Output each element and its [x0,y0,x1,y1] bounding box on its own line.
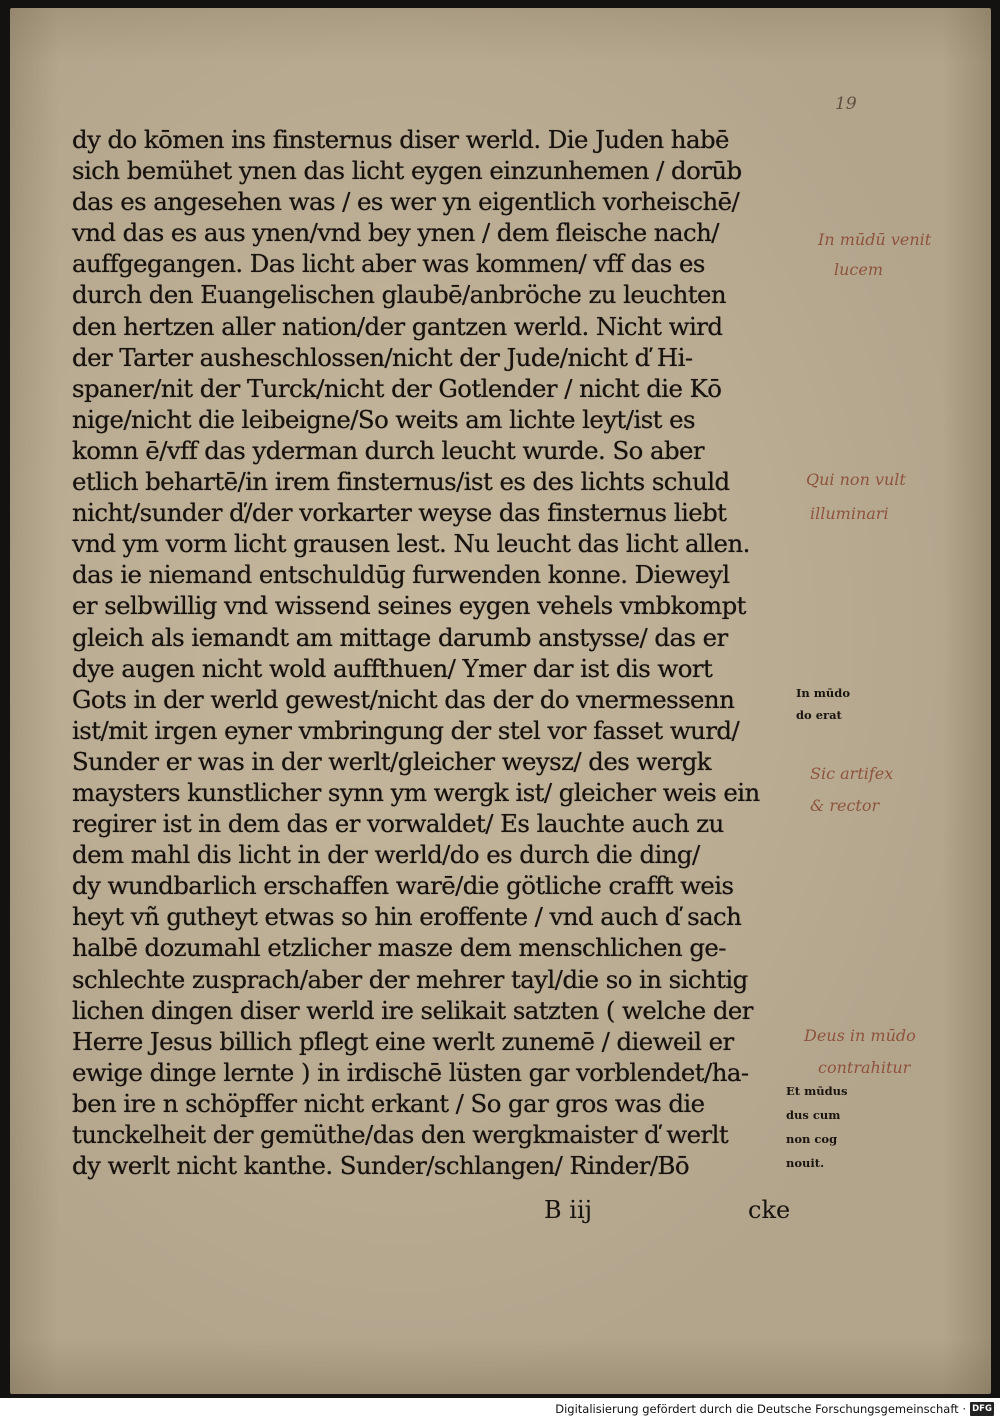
text-line: der Tarter ausheschlossen/nicht der Jude/nicht ď Hi- [72,342,693,372]
marginal-note-red: Qui non vult [806,470,906,489]
text-line: er selbwillig vnd wissend seines eygen vehels vmbkompt [72,591,746,621]
marginal-note-ink: nouit. [786,1156,825,1170]
marginal-note-red: contrahitur [818,1058,911,1077]
text-line: dy werlt nicht kanthe. Sunder/schlangen/ Rinder/Bō [72,1151,690,1181]
text-line: vnd das es aus ynen/vnd bey ynen / dem fleische nach/ [72,218,719,248]
signature-mark: B iij [544,1196,593,1224]
text-line: spaner/nit der Turck/nicht der Gotlender / nicht die Kō [72,373,722,403]
text-line: nige/nicht die leibeigne/So weits am lichte leyt/ist es [72,404,695,434]
text-line: gleich als iemandt am mittage darumb anstysse/ das er [72,622,728,652]
text-line: ben ire n schöpffer nicht erkant / So gar gros was die [72,1088,705,1118]
text-line: den hertzen aller nation/der gantzen werld. Nicht wird [72,311,723,341]
text-line: Herre Jesus billich pflegt eine werlt zunemē / dieweil er [72,1026,734,1056]
marginal-note-ink: dus cum [786,1108,841,1122]
book-page [10,8,991,1394]
text-line: dy wundbarlich erschaffen warē/die götliche crafft weis [72,871,734,901]
text-line: durch den Euangelischen glaubē/anbröche zu leuchten [72,280,727,310]
text-line: dem mahl dis licht in der werld/do es durch die ding/ [72,840,700,870]
marginal-note-red: & rector [810,796,880,815]
catchword: cke [748,1196,791,1224]
text-line: lichen dingen diser werld ire selikait satzten ( welche der [72,995,753,1025]
text-line: maysters kunstlicher synn ym wergk ist/ gleicher weis ein [72,777,760,807]
text-line: regirer ist in dem das er vorwaldet/ Es lauchte auch zu [72,809,724,839]
text-line: Gots in der werld gewest/nicht das der do vnermessenn [72,684,735,714]
marginal-note-red: Deus in mūdo [804,1026,916,1045]
text-line: auffgegangen. Das licht aber was kommen/ vff das es [72,249,705,279]
marginal-note-red: illuminari [810,504,889,523]
funding-notice: Digitalisierung gefördert durch die Deutsche Forschungsgemeinschaft · [555,1402,966,1416]
text-line: das es angesehen was / es wer yn eigentlich vorheischē/ [72,187,740,217]
text-line: nicht/sunder ď/der vorkarter weyse das finsternus liebt [72,498,727,528]
main-text-block [72,124,807,1181]
marginal-note-red: lucem [834,260,884,279]
text-line: sich bemühet ynen das licht eygen einzunhemen / dorūb [72,156,742,186]
folio-number: 19 [835,94,857,114]
marginal-note-red: In mūdū venit [818,230,932,249]
text-line: etlich behartē/in irem finsternus/ist es des lichts schuld [72,467,730,497]
marginal-note-ink: do erat [796,708,842,722]
marginal-note-ink: Et mūdus [786,1084,848,1098]
text-line: Sunder er was in der werlt/gleicher weysz/ des wergk [72,746,712,776]
text-line: dy do kōmen ins finsternus diser werld. Die Juden habē [72,125,729,154]
marginal-note-red: Sic artifex [810,764,894,783]
text-line: schlechte zusprach/aber der mehrer tayl/die so in sichtig [72,964,748,994]
footer-bar [0,1398,1000,1420]
marginal-note-ink: non cog [786,1132,838,1146]
text-line: ewige dinge lernte ) in irdischē lüsten gar vorblendet/ha- [72,1057,749,1087]
dfg-logo: DFG [970,1402,994,1416]
text-line: tunckelheit der gemüthe/das den wergkmaister ď werlt [72,1120,729,1149]
text-line: komn ē/vff das yderman durch leucht wurde. So aber [72,435,705,465]
text-line: dye augen nicht wold auffthuen/ Ymer dar ist dis wort [72,653,713,683]
text-line: vnd ym vorm licht grausen lest. Nu leucht das licht allen. [72,529,750,559]
text-line: das ie niemand entschuldūg furwenden konne. Dieweyl [72,560,730,590]
text-line: ist/mit irgen eyner vmbringung der stel vor fasset wurd/ [72,715,740,745]
text-line: halbē dozumahl etzlicher masze dem menschlichen ge- [72,933,726,963]
text-line: heyt vñ gutheyt etwas so hin eroffente / vnd auch ď sach [72,902,742,932]
marginal-note-ink: In mūdo [796,686,850,700]
